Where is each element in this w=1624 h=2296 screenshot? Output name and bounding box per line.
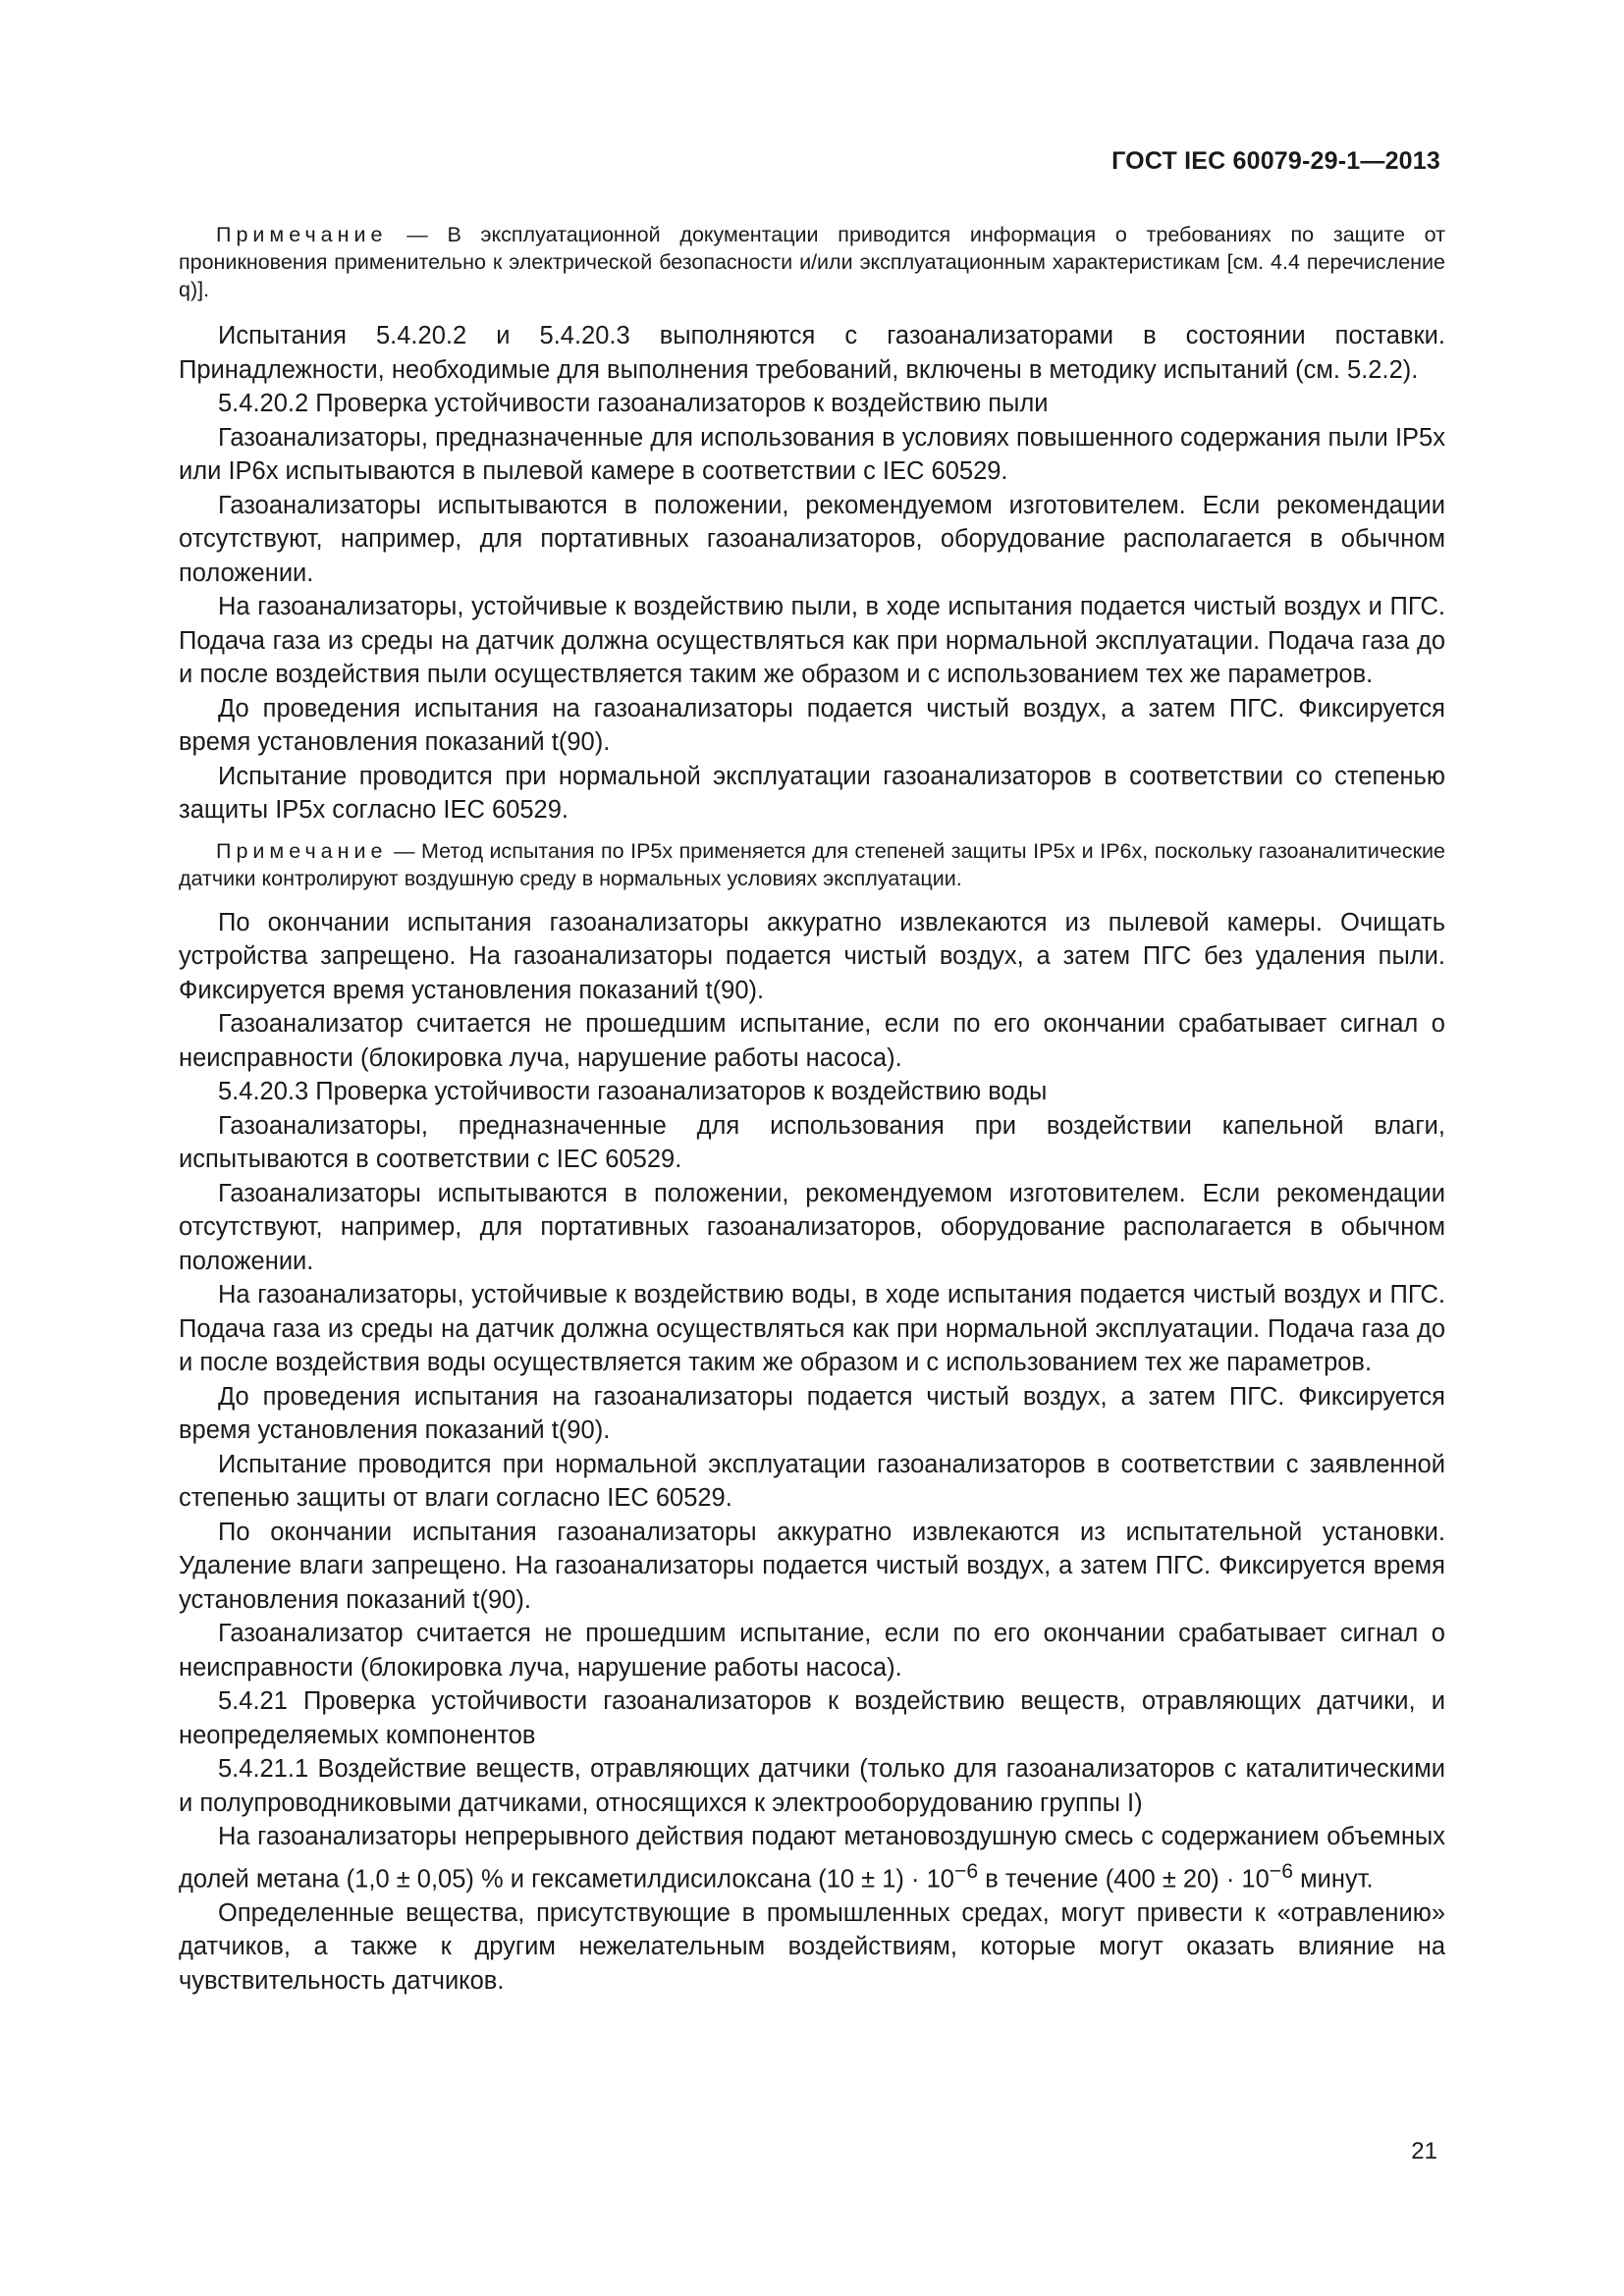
body-paragraph: По окончании испытания газоанализаторы аккуратно извлекаются из испытательной установки. Удаление влаги запрещено. На газоанализаторы подается чистый воздух, а затем ПГС. Фиксируется время установления показаний t(90). — [179, 1518, 1445, 1614]
note-paragraph — [179, 221, 1445, 303]
body-paragraph: Определенные вещества, присутствующие в промышленных средах, могут привести к «отравлению» датчиков, а также к другим нежелательным воздействиям, которые могут оказать влияние на чувствительность датчиков. — [179, 1898, 1445, 1995]
body-paragraph: Испытание проводится при нормальной эксплуатации газоанализаторов в соответствии с заявленной степенью защиты от влаги согласно IEC 60529. — [179, 1450, 1445, 1512]
body-paragraph: Газоанализаторы, предназначенные для использования в условиях повышенного содержания пыли IP5x или IP6x испытываются в пылевой камере в соответствии с IEC 60529. — [179, 423, 1445, 485]
section-heading: 5.4.21 Проверка устойчивости газоанализаторов к воздействию веществ, отравляющих датчики, и неопределяемых компонентов — [179, 1687, 1445, 1749]
body-paragraph: На газоанализаторы, устойчивые к воздействию воды, в ходе испытания подается чистый воздух и ПГС. Подача газа из среды на датчик должна осуществляться как при нормальной эксплуатации. Подача газа до и после воздействия воды осуществляется таким же образом и с использованием тех же параметров. — [179, 1281, 1445, 1376]
page-number: 21 — [1411, 2138, 1437, 2164]
body-paragraph: Испытания 5.4.20.2 и 5.4.20.3 выполняются с газоанализаторами в состоянии поставки. Принадлежности, необходимые для выполнения требований, включены в методику испытаний (см. 5.2.2). — [179, 322, 1445, 384]
note-paragraph — [179, 837, 1445, 892]
body-paragraph: Газоанализаторы испытываются в положении, рекомендуемом изготовителем. Если рекомендации отсутствуют, например, для портативных газоанализаторов, оборудование располагается в обычном положении. — [179, 1179, 1445, 1275]
body-paragraph: До проведения испытания на газоанализаторы подается чистый воздух, а затем ПГС. Фиксируется время установления показаний t(90). — [179, 694, 1445, 756]
section-heading: 5.4.20.2 Проверка устойчивости газоанализаторов к воздействию пыли — [218, 390, 1049, 417]
body-paragraph: На газоанализаторы, устойчивые к воздействию пыли, в ходе испытания подается чистый воздух и ПГС. Подача газа из среды на датчик должна осуществляться как при нормальной эксплуатации. Подача газа до и после воздействия пыли осуществляется таким же образом и с использованием тех же параметров. — [179, 593, 1445, 688]
note-text: — Метод испытания по IP5x применяется для степеней защиты IP5x и IP6x, поскольку газоаналитические датчики контролируют воздушную среду в нормальных условиях эксплуатации. — [179, 838, 1445, 890]
body-paragraph: Газоанализатор считается не прошедшим испытание, если по его окончании срабатывает сигнал о неисправности (блокировка луча, нарушение работы насоса). — [179, 1620, 1445, 1682]
document-body — [179, 221, 1445, 1998]
body-paragraph: Испытание проводится при нормальной эксплуатации газоанализаторов в соответствии со степенью защиты IP5x согласно IEC 60529. — [179, 762, 1445, 824]
body-paragraph: Газоанализатор считается не прошедшим испытание, если по его окончании срабатывает сигнал о неисправности (блокировка луча, нарушение работы насоса). — [179, 1010, 1445, 1072]
exponent: −6 — [1269, 1858, 1294, 1883]
methane-paragraph: На газоанализаторы непрерывного действия подают метановоздушную смесь с содержанием объемных долей метана (1,0 ± 0,05) % и гексаметилдисилоксана $(10 \pm 1) \cdot 10^{-6}$ в течение $(400 \pm 20) \cdot 10^{-6}$ минут. — [179, 1823, 1445, 1893]
document-header: ГОСТ IEC 60079-29-1—2013 — [1111, 147, 1440, 175]
section-heading: 5.4.20.3 Проверка устойчивости газоанализаторов к воздействию воды — [218, 1078, 1048, 1105]
note-text: — В эксплуатационной документации приводится информация о требованиях по защите от проникновения применительно к электрической безопасности и/или эксплуатационным характеристикам [см. 4.4 перечисление q)]. — [179, 223, 1445, 301]
section-heading: 5.4.21.1 Воздействие веществ, отравляющих датчики (только для газоанализаторов с каталитическими и полупроводниковыми датчиками, относящихся к электрооборудованию группы I) — [179, 1755, 1445, 1817]
note-label: Примечание — [216, 838, 388, 863]
body-paragraph: По окончании испытания газоанализаторы аккуратно извлекаются из пылевой камеры. Очищать устройства запрещено. На газоанализаторы подается чистый воздух, а затем ПГС без удаления пыли. Фиксируется время установления показаний t(90). — [179, 908, 1445, 1004]
exponent: −6 — [953, 1858, 979, 1883]
body-paragraph: Газоанализаторы испытываются в положении, рекомендуемом изготовителем. Если рекомендации отсутствуют, например, для портативных газоанализаторов, оборудование располагается в обычном положении. — [179, 491, 1445, 587]
body-paragraph: Газоанализаторы, предназначенные для использования при воздействии капельной влаги, испытываются в соответствии с IEC 60529. — [179, 1111, 1445, 1173]
note-label: Примечание — [216, 223, 388, 246]
body-paragraph: До проведения испытания на газоанализаторы подается чистый воздух, а затем ПГС. Фиксируется время установления показаний t(90). — [179, 1382, 1445, 1444]
